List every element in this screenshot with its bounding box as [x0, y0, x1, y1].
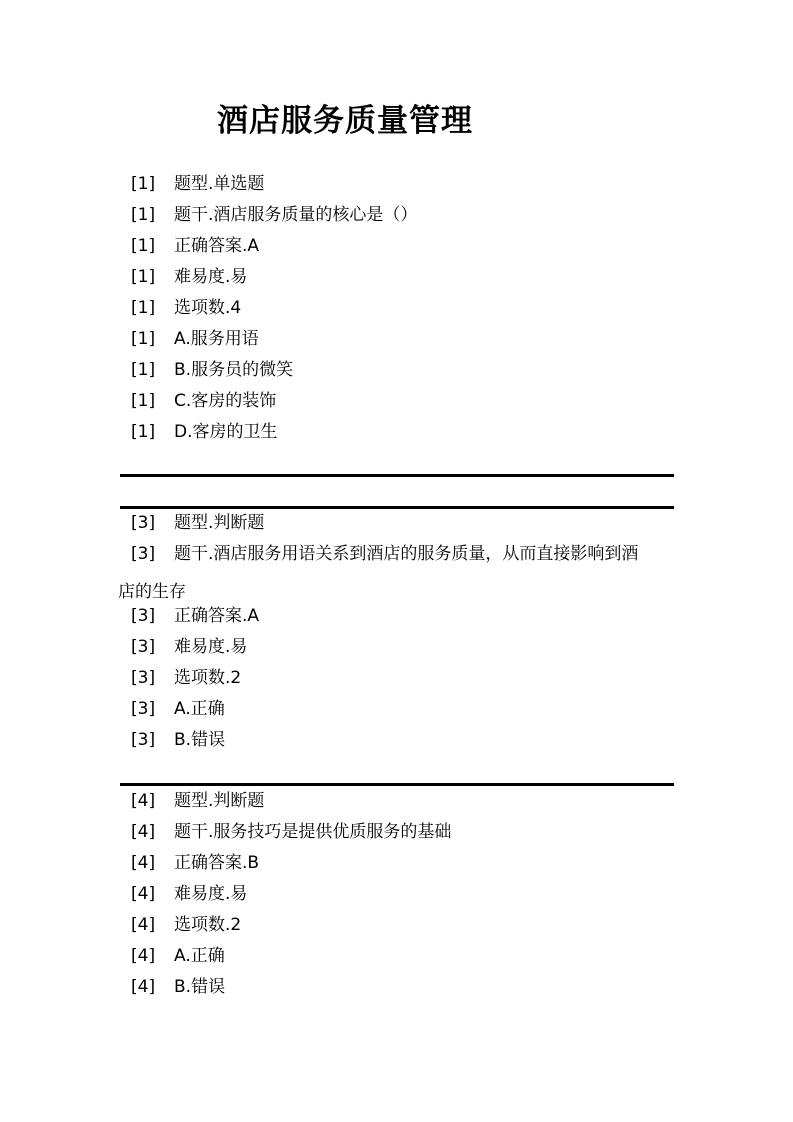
option-count: 选项数.2 — [174, 915, 242, 935]
question-tag: [1] — [131, 267, 156, 287]
question-tag: [3] — [131, 513, 156, 533]
correct-answer: 正确答案.B — [174, 853, 260, 873]
question-tag: [1] — [131, 391, 156, 411]
option-d: D.客房的卫生 — [174, 422, 278, 442]
question-stem: 题干.酒店服务用语关系到酒店的服务质量，从而直接影响到酒 — [174, 544, 639, 564]
option-a: A.正确 — [174, 699, 225, 719]
question-tag: [3] — [131, 668, 156, 688]
divider — [120, 783, 674, 786]
question-tag: [1] — [131, 298, 156, 318]
question-tag: [1] — [131, 422, 156, 442]
question-tag: [4] — [131, 822, 156, 842]
question-tag: [4] — [131, 791, 156, 811]
difficulty: 难易度.易 — [174, 637, 248, 657]
option-b: B.错误 — [174, 730, 226, 750]
question-tag: [1] — [131, 236, 156, 256]
difficulty: 难易度.易 — [174, 884, 248, 904]
question-tag: [3] — [131, 637, 156, 657]
option-count: 选项数.2 — [174, 668, 242, 688]
question-stem: 题干.服务技巧是提供优质服务的基础 — [174, 822, 452, 842]
question-stem-continuation: 店的生存 — [118, 582, 186, 602]
question-type: 题型.判断题 — [174, 791, 265, 811]
question-tag: [1] — [131, 329, 156, 349]
question-tag: [4] — [131, 884, 156, 904]
option-count: 选项数.4 — [174, 298, 242, 318]
question-type: 题型.单选题 — [174, 174, 265, 194]
question-tag: [3] — [131, 606, 156, 626]
question-tag: [1] — [131, 360, 156, 380]
option-c: C.客房的装饰 — [174, 391, 277, 411]
question-tag: [3] — [131, 544, 156, 564]
question-tag: [1] — [131, 205, 156, 225]
question-tag: [1] — [131, 174, 156, 194]
question-tag: [4] — [131, 853, 156, 873]
option-b: B.错误 — [174, 977, 226, 997]
correct-answer: 正确答案.A — [174, 606, 260, 626]
divider — [120, 506, 674, 509]
option-a: A.服务用语 — [174, 329, 259, 349]
question-tag: [4] — [131, 915, 156, 935]
question-tag: [4] — [131, 977, 156, 997]
divider — [120, 474, 674, 477]
question-tag: [3] — [131, 699, 156, 719]
document-title: 酒店服务质量管理 — [217, 103, 473, 139]
option-b: B.服务员的微笑 — [174, 360, 294, 380]
difficulty: 难易度.易 — [174, 267, 248, 287]
correct-answer: 正确答案.A — [174, 236, 260, 256]
question-type: 题型.判断题 — [174, 513, 265, 533]
option-a: A.正确 — [174, 946, 225, 966]
question-tag: [3] — [131, 730, 156, 750]
question-tag: [4] — [131, 946, 156, 966]
question-stem: 题干.酒店服务质量的核心是（） — [174, 205, 418, 225]
